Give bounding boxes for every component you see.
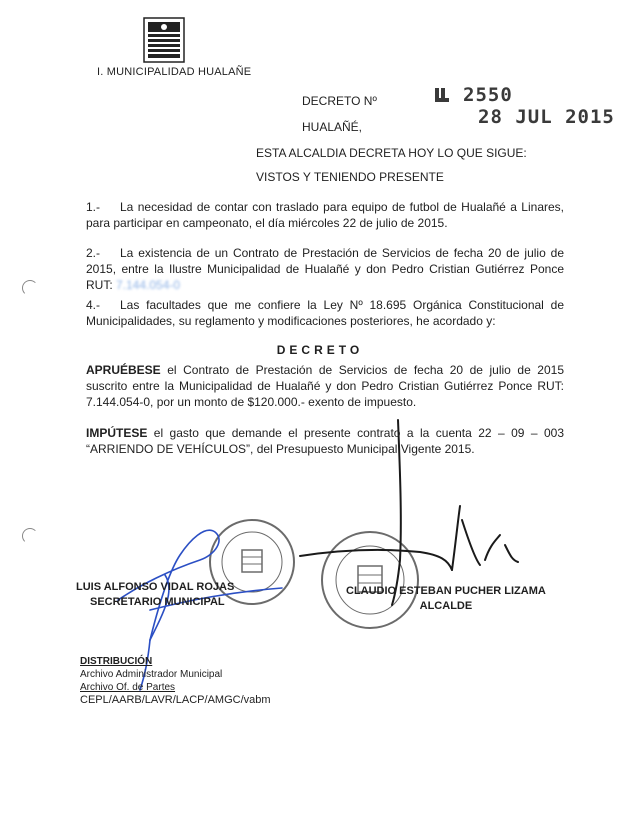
- charge-keyword: IMPÚTESE: [86, 426, 148, 440]
- consideration-text: La necesidad de contar con traslado para equipo de futbol de Hualañé a Linares, para participar en campeonato, el día miércoles 22 de julio de 2015.: [86, 200, 564, 230]
- secretary-title: SECRETARIO MUNICIPAL: [90, 596, 225, 608]
- decree-heading: DECRETO: [276, 343, 364, 357]
- place-label: HUALAÑÉ,: [302, 120, 363, 134]
- consideration-number: 1.-: [86, 200, 101, 214]
- consideration-text: La existencia de un Contrato de Prestación de Servicios de fecha 20 de julio de 2015, entre la Ilustre Municipalidad de Hualañé y don Pedro Cristian Gutiérrez Ponce RUT:: [86, 246, 564, 292]
- decree-number-label: DECRETO Nº: [302, 94, 377, 108]
- approval-clause: [86, 362, 564, 410]
- mayor-name: CLAUDIO ESTEBAN PUCHER LIZAMA: [346, 585, 546, 597]
- distribution-list: [80, 655, 271, 707]
- mayor-signature-block: [346, 584, 546, 614]
- charge-text: el gasto que demande el presente contrato a la cuenta 22 – 09 – 003 “ARRIENDO DE VEHÍCULOS”, del Presupuesto Municipal Vigente 2015.: [86, 426, 564, 456]
- decree-number-stamp: 2550: [463, 84, 513, 106]
- redacted-rut: 7.144.054-0: [116, 278, 181, 292]
- consideration-number: 4.-: [86, 298, 101, 312]
- punch-hole-mark: [22, 528, 38, 544]
- distribution-item: Archivo Administrador Municipal: [80, 669, 223, 680]
- consideration-text: Las facultades que me confiere la Ley Nº 18.695 Orgánica Constitucional de Municipalidades, su reglamento y modificaciones posteriores, he acordado y:: [86, 298, 564, 328]
- mayor-title: ALCALDE: [419, 600, 473, 612]
- distribution-codes: CEPL/AARB/LAVR/LACP/AMGC/vabm: [80, 694, 271, 706]
- secretary-signature-block: [76, 580, 234, 610]
- consideration-2: [86, 245, 564, 293]
- institution-name: I. MUNICIPALIDAD HUALAÑE: [97, 66, 252, 78]
- municipal-emblem-logo: [138, 16, 190, 66]
- stamp-mark-icon: [433, 86, 451, 104]
- decree-date-stamp: 28 JUL 2015: [478, 106, 615, 128]
- charge-clause: [86, 425, 564, 457]
- consideration-number: 2.-: [86, 246, 101, 260]
- vistos-statement: VISTOS Y TENIENDO PRESENTE: [256, 170, 444, 184]
- approval-keyword: APRUÉBESE: [86, 363, 161, 377]
- consideration-4: [86, 297, 564, 329]
- secretary-name: LUIS ALFONSO VIDAL ROJAS: [76, 581, 235, 593]
- punch-hole-mark: [22, 280, 38, 296]
- alcaldia-statement: ESTA ALCALDIA DECRETA HOY LO QUE SIGUE:: [256, 146, 527, 160]
- distribution-heading: DISTRIBUCIÓN: [80, 656, 153, 667]
- distribution-item: Archivo Of. de Partes: [80, 682, 176, 693]
- approval-text: el Contrato de Prestación de Servicios de fecha 20 de julio de 2015 suscrito entre la Municipalidad de Hualañé y don Pedro Cristian Gutiérrez Ponce RUT: 7.144.054-0, por un monto de $120.000.- exento de impuesto.: [86, 363, 564, 409]
- consideration-1: [86, 199, 564, 231]
